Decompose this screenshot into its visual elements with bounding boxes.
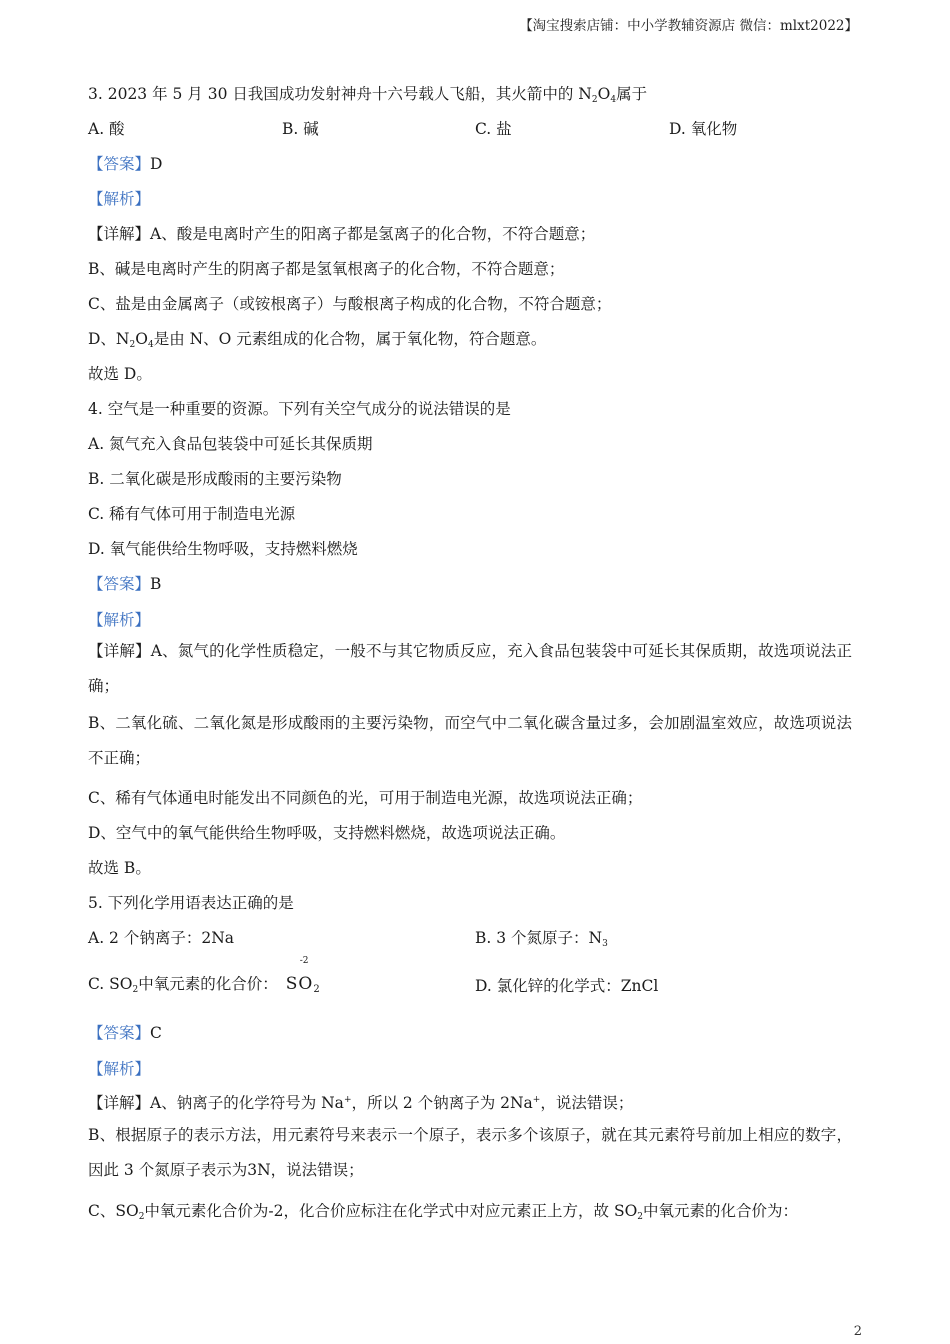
q3-detail-line-d: D、$N_2O_4$是由 N、O 元素组成的化合物，属于氧化物，符合题意。 xyxy=(88,330,547,350)
answer-value: C xyxy=(150,1024,162,1042)
q5-option-b: B. 3 个氮原子：$N_3$ xyxy=(475,929,608,949)
answer-value: D xyxy=(150,155,163,173)
q4-stem: 4. 空气是一种重要的资源。下列有关空气成分的说法错误的是 xyxy=(88,400,511,418)
q4-option-c: C. 稀有气体可用于制造电光源 xyxy=(88,505,296,523)
q4-detail-line-d: D、空气中的氧气能供给生物呼吸，支持燃料燃烧，故选项说法正确。 xyxy=(88,824,566,842)
q4-detail-para-b: B、二氧化硫、二氧化氮是形成酸雨的主要污染物，而空气中二氧化碳含量过多，会加剧温室效应，故选项说法不正确； xyxy=(88,714,852,767)
q3-detail-line: C、盐是由金属离子（或铵根离子）与酸根离子构成的化合物，不符合题意； xyxy=(88,295,612,313)
q4-detail-line-c: C、稀有气体通电时能发出不同颜色的光，可用于制造电光源，故选项说法正确； xyxy=(88,789,643,807)
answer-tag: 【答案】 xyxy=(88,155,151,173)
q4-option-d: D. 氧气能供给生物呼吸，支持燃料燃烧 xyxy=(88,540,358,558)
q4-conclusion: 故选 B。 xyxy=(88,859,151,877)
q3-detail-line: B、碱是电离时产生的阴离子都是氢氧根离子的化合物，不符合题意； xyxy=(88,260,565,278)
q5-detail-line-a: 【详解】A、钠离子的化学符号为 Na+，所以 2 个钠离子为 2Na+，说法错误； xyxy=(88,1094,634,1112)
q5-analysis-tag: 【解析】 xyxy=(88,1060,151,1078)
valence-notation: -2 $SO_2$ xyxy=(285,956,321,995)
q5-detail-line-c: C、$SO_2$中氧元素化合价为-2，化合价应标注在化学式中对应元素正上方，故 $SO_2$中氧元素的化合价为： xyxy=(88,1202,799,1222)
q3-detail-line: 【详解】A、酸是电离时产生的阳离子都是氢离子的化合物，不符合题意； xyxy=(88,225,596,243)
q3-option-b: B. 碱 xyxy=(282,120,319,138)
q3-analysis-tag: 【解析】 xyxy=(88,190,151,208)
q3-option-a: A. 酸 xyxy=(88,120,125,138)
q5-option-c: C. $SO_2$中氧元素的化合价： -2 $SO_2$ xyxy=(88,956,321,995)
page-number: 2 xyxy=(853,1324,862,1339)
q5-answer xyxy=(88,1021,162,1043)
answer-tag: 【答案】 xyxy=(88,1024,151,1042)
q5-option-d: D. 氯化锌的化学式：ZnCl xyxy=(475,977,659,995)
q3-option-d: D. 氧化物 xyxy=(669,120,738,138)
answer-value: B xyxy=(150,575,162,593)
q4-answer xyxy=(88,572,161,594)
q5-stem: 5. 下列化学用语表达正确的是 xyxy=(88,894,294,912)
page-header: 【淘宝搜索店铺：中小学教辅资源店 微信：mlxt2022】 xyxy=(519,18,858,34)
q3-stem: 3. 2023 年 5 月 30 日我国成功发射神舟十六号载人飞船，其火箭中的 $N_2O_4$属于 xyxy=(88,85,648,105)
answer-tag: 【答案】 xyxy=(88,575,151,593)
q4-analysis-tag: 【解析】 xyxy=(88,611,151,629)
q3-answer xyxy=(88,152,162,174)
q4-option-b: B. 二氧化碳是形成酸雨的主要污染物 xyxy=(88,470,342,488)
q3-conclusion: 故选 D。 xyxy=(88,365,152,383)
q4-detail-para-a: 【详解】A、氮气的化学性质稳定，一般不与其它物质反应，充入食品包装袋中可延长其保质期，故选项说法正确； xyxy=(88,642,852,695)
q4-option-a: A. 氮气充入食品包装袋中可延长其保质期 xyxy=(88,435,373,453)
q5-detail-para-b: B、根据原子的表示方法，用元素符号来表示一个原子，表示多个该原子，就在其元素符号前加上相应的数字，因此 3 个氮原子表示为3N，说法错误； xyxy=(88,1126,852,1179)
q3-option-c: C. 盐 xyxy=(475,120,512,138)
q5-option-a: A. 2 个钠离子：2Na xyxy=(88,929,235,947)
